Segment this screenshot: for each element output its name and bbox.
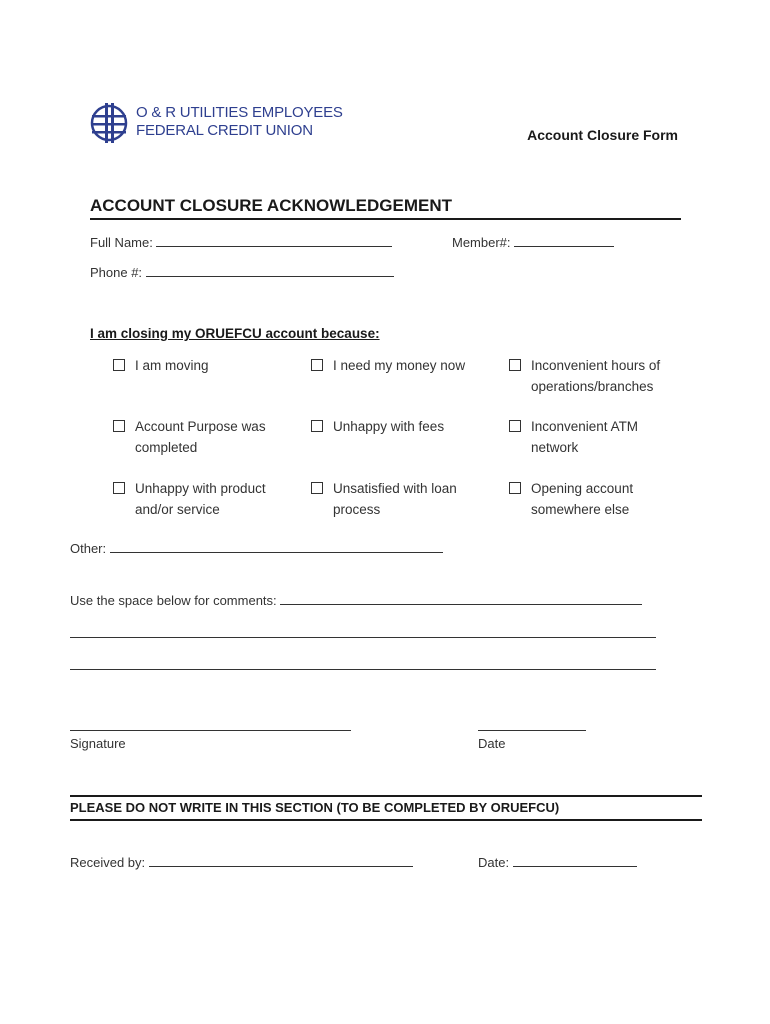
logo-emblem-icon [90,101,130,145]
full-name-field[interactable] [90,235,392,250]
title-divider [90,218,681,220]
checkbox[interactable] [509,482,521,494]
checkbox[interactable] [509,359,521,371]
reason-label: I need my money now [333,358,466,373]
office-top-divider [70,795,702,797]
comments-line[interactable] [70,637,656,638]
reason-label: Unsatisfied with loan process [333,481,457,517]
date-label: Date [478,736,506,751]
reason-label: Unhappy with product and/or service [135,481,266,517]
comments-label: Use the space below for comments: [70,593,277,608]
comments-line[interactable] [70,669,656,670]
reason-option[interactable] [509,355,684,397]
phone-field[interactable] [90,265,394,280]
phone-line[interactable] [146,265,394,277]
office-bottom-divider [70,819,702,821]
checkbox[interactable] [113,359,125,371]
checkbox[interactable] [113,482,125,494]
received-by-line[interactable] [149,855,413,867]
checkbox[interactable] [311,420,323,432]
office-date-line[interactable] [513,855,637,867]
reason-label: Account Purpose was completed [135,419,266,455]
comments-line[interactable] [280,593,642,605]
office-date-label: Date: [478,855,510,870]
checkbox[interactable] [311,359,323,371]
reason-label: Inconvenient ATM network [531,419,639,455]
reason-option[interactable] [113,478,291,520]
reason-option[interactable] [311,355,491,376]
logo-line-2: FEDERAL CREDIT UNION [136,122,313,139]
signature-label: Signature [70,736,126,751]
member-number-field[interactable] [452,235,614,250]
office-date-field[interactable] [478,855,637,870]
checkbox[interactable] [311,482,323,494]
reason-option[interactable] [113,416,288,458]
form-name: Account Closure Form [527,127,678,143]
reason-option[interactable] [311,478,476,520]
date-line[interactable] [478,730,586,731]
other-field[interactable] [70,541,443,556]
reason-label: I am moving [135,358,209,373]
reason-option[interactable] [113,355,293,376]
member-number-line[interactable] [514,235,614,247]
other-label: Other: [70,541,107,556]
checkbox[interactable] [113,420,125,432]
received-by-label: Received by: [70,855,146,870]
logo-line-1: O & R UTILITIES EMPLOYEES [136,104,343,121]
member-number-label: Member#: [452,235,511,250]
phone-label: Phone #: [90,265,143,280]
full-name-label: Full Name: [90,235,153,250]
office-section-heading: PLEASE DO NOT WRITE IN THIS SECTION (TO BE COMPLETED BY ORUEFCU) [70,800,560,815]
reason-label: Opening account somewhere else [531,481,634,517]
received-by-field[interactable] [70,855,413,870]
reason-label: Inconvenient hours of operations/branches [531,358,661,394]
reason-option[interactable] [509,416,659,458]
checkbox[interactable] [509,420,521,432]
reason-option[interactable] [509,478,659,520]
full-name-line[interactable] [156,235,392,247]
credit-union-logo [90,101,350,145]
comments-field[interactable] [70,593,642,608]
reasons-heading: I am closing my ORUEFCU account because: [90,326,380,341]
page-title: ACCOUNT CLOSURE ACKNOWLEDGEMENT [90,196,453,215]
reason-label: Unhappy with fees [333,419,445,434]
reason-option[interactable] [311,416,491,437]
signature-line[interactable] [70,730,351,731]
other-line[interactable] [110,541,443,553]
